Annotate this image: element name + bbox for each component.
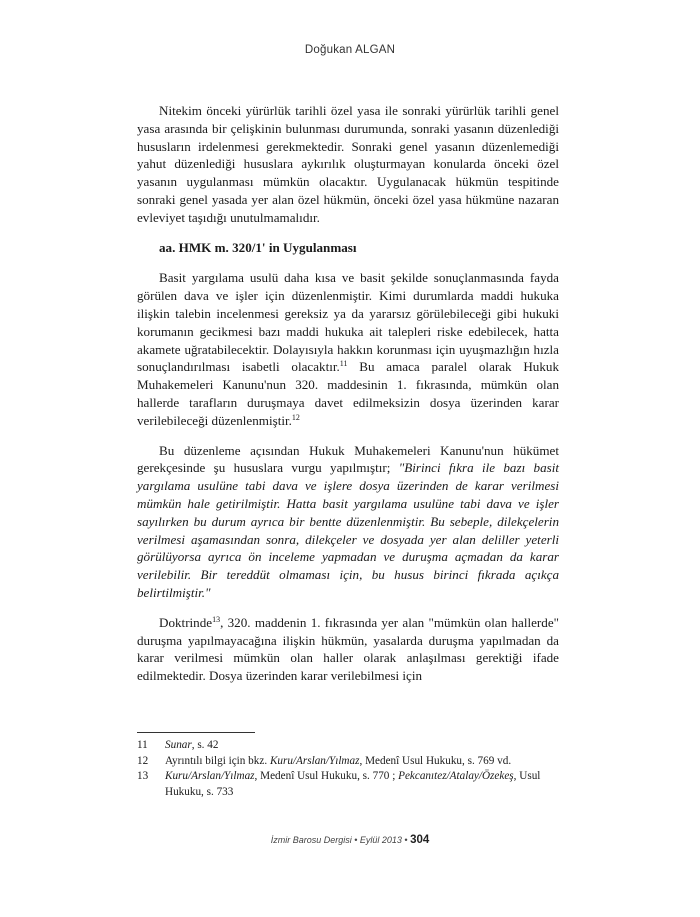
paragraph-4-text-b: , 320. maddenin 1. fıkrasında yer alan "mümkün olan hallerde" duruşma yapılmayacağına ilişkin hükmün, yasalarda duruşma yapılmadan da karar verilmesi mümkün olan haller olarak anlaşılması gerektiği ifade edilmektedir. Dosya üzerinden karar verilebilmesi için bbox=[137, 614, 559, 684]
footnote-ref-11[interactable]: 11 bbox=[339, 359, 348, 369]
footnote-prefix: Ayrıntılı bilgi için bkz. bbox=[165, 754, 270, 767]
footnote-number: 11 bbox=[137, 739, 148, 751]
page-number: 304 bbox=[410, 834, 430, 846]
footnote-11 bbox=[137, 738, 567, 754]
paragraph-4 bbox=[137, 614, 559, 685]
footnote-citation: , s. 42 bbox=[191, 739, 219, 751]
paragraph-3-text: Bu düzenleme açısından Hukuk Muhakemeleri Kanunu'nun hükümet gerekçesinde şu hususlara vurgu yapılmıştır; bbox=[137, 442, 559, 476]
footnote-author: Sunar bbox=[165, 739, 192, 751]
footnote-text bbox=[165, 738, 567, 754]
paragraph-3 bbox=[137, 442, 559, 602]
footnote-author-2: Pekcanıtez/Atalay/Özekeş bbox=[398, 770, 514, 782]
footnote-author: Kuru/Arslan/Yılmaz bbox=[165, 770, 255, 782]
journal-name: İzmir Barosu Dergisi • Eylül 2013 • bbox=[270, 835, 408, 845]
footnote-citation-mid: , Medenî Usul Hukuku, s. 770 ; bbox=[254, 770, 399, 782]
paragraph-4-text-a: Doktrinde bbox=[159, 614, 213, 630]
footnote-text bbox=[165, 754, 567, 770]
section-heading: aa. HMK m. 320/1' in Uygulanması bbox=[159, 239, 357, 255]
footnote-number: 13 bbox=[137, 770, 149, 782]
footnote-ref-12[interactable]: 12 bbox=[291, 412, 300, 422]
paragraph-1: Nitekim önceki yürürlük tarihli özel yasa ile sonraki yürürlük tarihli genel yasa arasında bir çelişkinin bulunması durumunda, sonraki yasanın düzenlediği hususların irdelenmesi gerekmektedir. Sonraki genel yasanın düzenlemediği yahut düzenlediği hususlara aykırılık oluşturmayan konularda önceki özel yasanın uygulanması mümkün olacaktır. Uygulanacak hükmün tespitinde sonraki genel yasada yer alan özel hükmün, önceki özel yasa hükmüne nazaran evleviyet taşıdığı unutulmamalıdır. bbox=[137, 103, 559, 225]
footnote-separator bbox=[137, 732, 255, 733]
footnotes bbox=[137, 738, 567, 800]
page-footer bbox=[0, 834, 700, 846]
paragraph-2-text-a: Basit yargılama usulü daha kısa ve basit şekilde sonuçlanmasında fayda görülen dava ve işler için düzenlenmiştir. Kimi durumlarda maddi hukuka ilişkin talebin incelenmesi gereksiz ya da yararsız görülebileceği gibi hukuki korumanın gecikmesi bazı maddi hukuka ait talepleri riske edebilecek, hatta akamete uğratabilecektir. Dolayısıyla hakkın korunması için uyuşmazlığın hızla sonuçlandırılması isabetli olacaktır. bbox=[137, 270, 559, 375]
footnote-text bbox=[165, 769, 567, 800]
footnote-12 bbox=[137, 754, 567, 770]
footnote-citation: , Medenî Usul Hukuku, s. 769 vd. bbox=[359, 754, 512, 767]
body-text bbox=[137, 102, 559, 685]
footnote-citation: , Usul Hukuku, s. 733 bbox=[165, 770, 541, 798]
footnote-13 bbox=[137, 769, 567, 800]
running-head-author: Doğukan ALGAN bbox=[304, 44, 396, 56]
footnote-ref-13[interactable]: 13 bbox=[212, 614, 221, 624]
footnote-number: 12 bbox=[137, 754, 149, 767]
paragraph-2 bbox=[137, 269, 559, 429]
paragraph-2-text-b: Bu amaca paralel olarak Hukuk Muhakemeleri Kanunu'nun 320. maddesinin 1. fıkrasında, mümkün olan hallerde tarafların duruşmaya davet edilmeksizin dosya üzerinden karar verilebileceği düzenlenmiştir. bbox=[137, 359, 559, 428]
footnote-author: Kuru/Arslan/Yılmaz bbox=[269, 754, 360, 767]
paragraph-3-quote: "Birinci fıkra ile bazı basit yargılama usulüne tabi dava ve işlere dosya üzerinden de karar verilmesi mümkün hale getirilmiştir. Hatta basit yargılama usulüne tabi dava ve işler sayılırken bu durum ayrıca bir bentte düzenlenmiştir. Bu sebeple, dilekçelerin verilmesi aşamasından sonra, dilekçeler ve dosyada yer alan deliller yeterli görülüyorsa ayrıca ön inceleme yapmadan ve duruşma açmadan da karar verilebilir. Bir tereddüt olmaması için, bu husus birinci fıkrada açıkça belirtilmiştir." bbox=[137, 460, 559, 600]
